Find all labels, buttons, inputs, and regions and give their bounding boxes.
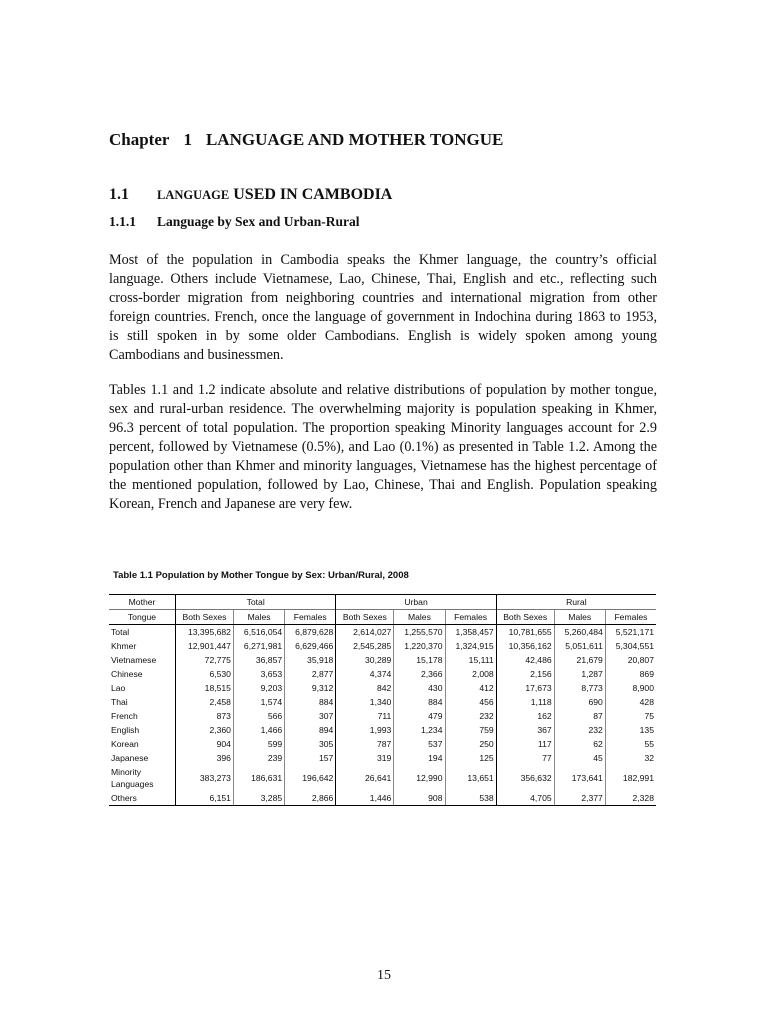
table-cell: 26,641 [336, 765, 394, 791]
table-cell: 307 [285, 709, 336, 723]
group-header-rural: Rural [496, 595, 656, 610]
header-tongue: Tongue [109, 610, 176, 625]
section-title-small: LANGUAGE [157, 188, 230, 202]
table-row [109, 765, 656, 791]
table-cell: 8,773 [554, 681, 605, 695]
table-cell: 10,356,162 [496, 639, 554, 653]
subheader-females: Females [445, 610, 496, 625]
table-cell: 18,515 [176, 681, 234, 695]
subsection-number: 1.1.1 [109, 214, 136, 229]
row-label: Thai [111, 697, 128, 707]
row-label: Minority Languages [111, 767, 154, 789]
table-cell: 305 [285, 737, 336, 751]
table-cell: 1,287 [554, 667, 605, 681]
table-cell: 787 [336, 737, 394, 751]
table-cell: 2,360 [176, 723, 234, 737]
table-cell: 117 [496, 737, 554, 751]
table-cell: 9,203 [233, 681, 284, 695]
table-cell: 13,395,682 [176, 625, 234, 640]
table-header-row-groups [109, 595, 656, 610]
table-cell: 12,901,447 [176, 639, 234, 653]
table-cell: 479 [394, 709, 445, 723]
table-cell: 194 [394, 751, 445, 765]
table-cell: 2,156 [496, 667, 554, 681]
table-cell: 30,289 [336, 653, 394, 667]
table-row [109, 737, 656, 751]
table-cell: 1,234 [394, 723, 445, 737]
table-cell: 135 [605, 723, 656, 737]
chapter-title: LANGUAGE AND MOTHER TONGUE [205, 130, 504, 149]
group-header-total: Total [176, 595, 336, 610]
table-cell: 1,574 [233, 695, 284, 709]
table-cell: 42,486 [496, 653, 554, 667]
table-cell: 3,653 [233, 667, 284, 681]
table-cell: 17,673 [496, 681, 554, 695]
table-cell: 367 [496, 723, 554, 737]
row-label: Others [109, 791, 176, 806]
chapter-number: 1 [183, 130, 192, 149]
table-cell: 182,991 [605, 765, 656, 791]
table-cell: 894 [285, 723, 336, 737]
table-cell: 884 [285, 695, 336, 709]
subheader-both-sexes: Both Sexes [336, 610, 394, 625]
table-cell: 383,273 [176, 765, 234, 791]
table-row [109, 695, 656, 709]
table-cell: 6,516,054 [233, 625, 284, 640]
chapter-heading [109, 130, 503, 150]
population-table [109, 594, 656, 806]
table-cell: 904 [176, 737, 234, 751]
table-cell: 4,705 [496, 791, 554, 806]
table-cell: 566 [233, 709, 284, 723]
table-cell: 1,446 [336, 791, 394, 806]
table-cell: 12,990 [394, 765, 445, 791]
table-row [109, 625, 656, 640]
table-cell: 77 [496, 751, 554, 765]
row-label: Japanese [111, 753, 149, 763]
section-heading-1-1 [109, 186, 392, 204]
subheader-males: Males [554, 610, 605, 625]
table-cell: 1,324,915 [445, 639, 496, 653]
table-row [109, 709, 656, 723]
table-cell: 5,521,171 [605, 625, 656, 640]
table-cell: 36,857 [233, 653, 284, 667]
table-cell: 2,545,285 [336, 639, 394, 653]
table-cell: 15,111 [445, 653, 496, 667]
table-cell: 759 [445, 723, 496, 737]
row-label: English [111, 725, 140, 735]
table-cell: 21,679 [554, 653, 605, 667]
table-cell: 428 [605, 695, 656, 709]
table-cell: 2,008 [445, 667, 496, 681]
table-cell: 2,377 [554, 791, 605, 806]
table-cell: 1,466 [233, 723, 284, 737]
table-cell: 884 [394, 695, 445, 709]
table-cell: 908 [394, 791, 445, 806]
table-cell: 3,285 [233, 791, 284, 806]
table-cell: 1,220,370 [394, 639, 445, 653]
table-cell: 8,900 [605, 681, 656, 695]
table-row [109, 667, 656, 681]
table-cell: 396 [176, 751, 234, 765]
table-cell: 6,271,981 [233, 639, 284, 653]
table-cell: 173,641 [554, 765, 605, 791]
table-body [109, 625, 656, 806]
table-cell: 2,866 [285, 791, 336, 806]
table-cell: 5,051,611 [554, 639, 605, 653]
table-cell: 125 [445, 751, 496, 765]
subheader-females: Females [285, 610, 336, 625]
table-cell: 55 [605, 737, 656, 751]
table-cell: 9,312 [285, 681, 336, 695]
row-label: Vietnamese [111, 655, 157, 665]
row-label: Khmer [111, 641, 137, 651]
table-cell: 6,530 [176, 667, 234, 681]
table-row [109, 639, 656, 653]
table-cell: 232 [554, 723, 605, 737]
table-row [109, 791, 656, 806]
row-label: Chinese [111, 669, 143, 679]
section-title-rest: USED IN CAMBODIA [233, 186, 393, 203]
table-cell: 5,304,551 [605, 639, 656, 653]
page-number: 15 [377, 968, 391, 983]
table-cell: 4,374 [336, 667, 394, 681]
row-label: Korean [111, 739, 139, 749]
table-header-row-sexes [109, 610, 656, 625]
table-cell: 75 [605, 709, 656, 723]
subheader-males: Males [394, 610, 445, 625]
table-cell: 1,255,570 [394, 625, 445, 640]
table-cell: 1,993 [336, 723, 394, 737]
table-cell: 2,877 [285, 667, 336, 681]
table-cell: 72,775 [176, 653, 234, 667]
subheader-both-sexes: Both Sexes [176, 610, 234, 625]
table-cell: 13,651 [445, 765, 496, 791]
table-cell: 196,642 [285, 765, 336, 791]
row-label: Total [111, 627, 130, 637]
section-number: 1.1 [109, 186, 129, 203]
table-row [109, 681, 656, 695]
table-cell: 6,879,628 [285, 625, 336, 640]
table-cell: 239 [233, 751, 284, 765]
table-cell: 32 [605, 751, 656, 765]
table-cell: 1,118 [496, 695, 554, 709]
table-cell: 87 [554, 709, 605, 723]
body-paragraph-1: Most of the population in Cambodia speaks the Khmer language, the country’s official language. Others include Vietnamese, Lao, Chinese, Thai, English and etc., reflecting such cross-border migration from neighboring countries and international migration from other foreign countries. French, once the language of government in Indochina during 1863 to 1953, is still spoken in by some older Cambodians. English is widely spoken among young Cambodians and businessmen. [109, 252, 657, 363]
table-cell: 869 [605, 667, 656, 681]
section-heading-1-1-1 [109, 214, 360, 230]
table-cell: 6,151 [176, 791, 234, 806]
table-cell: 162 [496, 709, 554, 723]
chapter-word: Chapter [109, 130, 170, 149]
table-cell: 186,631 [233, 765, 284, 791]
table-cell: 15,178 [394, 653, 445, 667]
table-cell: 2,366 [394, 667, 445, 681]
table-row [109, 653, 656, 667]
table-cell: 537 [394, 737, 445, 751]
subheader-both-sexes: Both Sexes [496, 610, 554, 625]
table-cell: 2,458 [176, 695, 234, 709]
table-cell: 599 [233, 737, 284, 751]
table-row [109, 751, 656, 765]
table-cell: 456 [445, 695, 496, 709]
table-cell: 430 [394, 681, 445, 695]
table-cell: 6,629,466 [285, 639, 336, 653]
table-cell: 35,918 [285, 653, 336, 667]
table-cell: 62 [554, 737, 605, 751]
table-cell: 690 [554, 695, 605, 709]
table-cell: 1,358,457 [445, 625, 496, 640]
table-row [109, 723, 656, 737]
table-cell: 842 [336, 681, 394, 695]
table-cell: 538 [445, 791, 496, 806]
table-cell: 319 [336, 751, 394, 765]
subheader-males: Males [233, 610, 284, 625]
table-cell: 2,614,027 [336, 625, 394, 640]
table-cell: 412 [445, 681, 496, 695]
table-cell: 157 [285, 751, 336, 765]
header-mother: Mother [109, 595, 176, 610]
row-label: French [111, 711, 138, 721]
table-cell: 10,781,655 [496, 625, 554, 640]
table-cell: 45 [554, 751, 605, 765]
row-label: Lao [111, 683, 126, 693]
table-cell: 873 [176, 709, 234, 723]
table-caption: Table 1.1 Population by Mother Tongue by Sex: Urban/Rural, 2008 [113, 570, 409, 581]
table-cell: 232 [445, 709, 496, 723]
group-header-urban: Urban [336, 595, 496, 610]
table-cell: 356,632 [496, 765, 554, 791]
table-cell: 711 [336, 709, 394, 723]
table-cell: 5,260,484 [554, 625, 605, 640]
subsection-title: Language by Sex and Urban-Rural [157, 214, 360, 229]
table-cell: 250 [445, 737, 496, 751]
table-cell: 2,328 [605, 791, 656, 806]
table-cell: 20,807 [605, 653, 656, 667]
body-paragraph-2: Tables 1.1 and 1.2 indicate absolute and relative distributions of population by mother tongue, sex and rural-urban residence. The overwhelming majority is population speaking in Khmer, 96.3 percent of total population. The proportion speaking Minority languages account for 2.9 percent, followed by Vietnamese (0.5%), and Lao (0.1%) as presented in Table 1.2. Among the population other than Khmer and minority languages, Vietnamese has the highest percentage of the mentioned population, followed by Lao, Chinese, Thai and English. Population speaking Korean, French and Japanese are very few. [109, 382, 657, 512]
subheader-females: Females [605, 610, 656, 625]
table-cell: 1,340 [336, 695, 394, 709]
